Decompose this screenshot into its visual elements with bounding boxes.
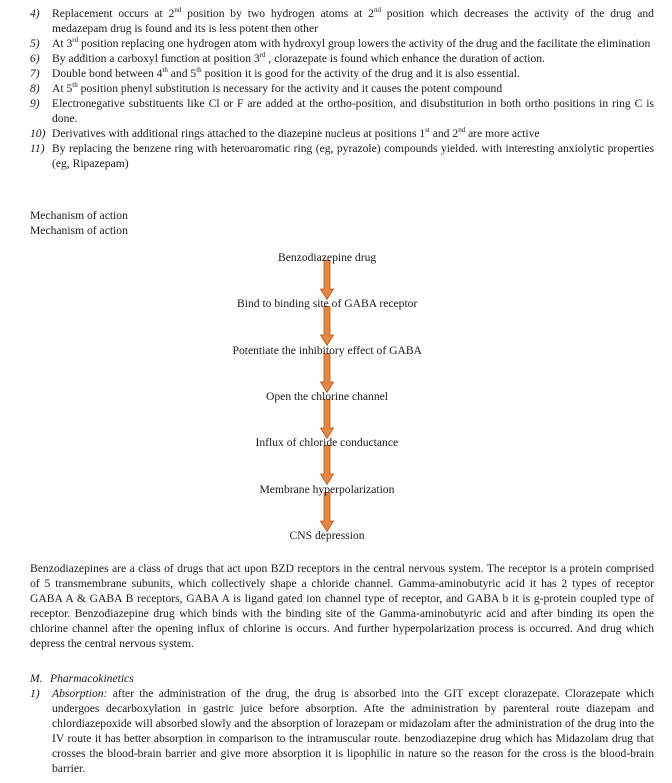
ordinal-suffix: rd xyxy=(259,51,266,60)
item-text: Electronegative substituents like Cl or F are added at the ortho-position, and disubstitution in both ortho positions in ring C is done. xyxy=(52,97,654,125)
ordinal-suffix: th xyxy=(162,66,168,75)
item-text: are more active xyxy=(465,127,540,140)
item-text: By addition a carboxyl function at position 3 xyxy=(52,52,260,65)
item-text: At 5 xyxy=(52,82,73,95)
flow-arrow-icon xyxy=(320,260,334,300)
section-title: Pharmacokinetics xyxy=(50,672,134,685)
section-heading xyxy=(30,671,654,686)
item-text: By replacing the benzene ring with heteroaromatic ring (eg, pyrazole) compounds yielded. with interesting anxiolytic properties (eg, Ripazepam) xyxy=(52,142,654,170)
list-item xyxy=(30,126,654,141)
ordinal-suffix: nd xyxy=(174,6,182,15)
list-number: 8) xyxy=(30,82,40,95)
ordinal-suffix: nd xyxy=(373,6,381,15)
sar-list xyxy=(30,6,654,171)
list-item xyxy=(30,686,654,776)
section-letter: M. xyxy=(30,672,43,685)
ordinal-suffix: th xyxy=(196,66,202,75)
list-item xyxy=(30,141,654,171)
mechanism-flowchart xyxy=(0,250,672,550)
item-text: At 3 xyxy=(52,37,73,50)
flow-step: Membrane hyperpolarization xyxy=(259,482,395,496)
item-label: Absorption: xyxy=(52,687,108,700)
list-number: 10) xyxy=(30,127,46,140)
ordinal-suffix: th xyxy=(72,81,78,90)
flow-arrow-icon xyxy=(320,399,334,439)
list-number: 6) xyxy=(30,52,40,65)
list-item xyxy=(30,51,654,66)
item-text: and 2 xyxy=(429,127,459,140)
item-text: Derivatives with additional rings attached to the diazepine nucleus at positions 1 xyxy=(52,127,426,140)
flow-step: Potentiate the inhibitory effect of GABA xyxy=(232,343,422,357)
flow-arrow-icon xyxy=(320,492,334,532)
item-text: position by two hydrogen atoms at 2 xyxy=(181,7,374,20)
flow-arrow-icon xyxy=(320,353,334,393)
ordinal-suffix: rd xyxy=(72,36,79,45)
item-text: position which decreases the activity of the drug and medazepam drug is found and its is less potent then other xyxy=(52,7,654,35)
flow-arrow-icon xyxy=(320,306,334,346)
item-text: position replacing one hydrogen atom with hydroxyl group lowers the activity of the drug and the facilitate the elimination xyxy=(78,37,651,50)
flow-step: CNS depression xyxy=(289,528,365,542)
item-text: position it is good for the activity of the drug and it is also essential. xyxy=(201,67,520,80)
list-number: 5) xyxy=(30,37,40,50)
flow-step: Benzodiazepine drug xyxy=(278,251,377,264)
list-number: 1) xyxy=(30,687,40,700)
list-number: 11) xyxy=(30,142,45,155)
list-number: 9) xyxy=(30,97,40,110)
list-item xyxy=(30,81,654,96)
item-text: Double bond between 4 xyxy=(52,67,163,80)
item-text: after the administration of the drug, the drug is absorbed into the GIT except clorazepate. Clorazepate which undergoes decarboxylation in gastric juice before absorption. Afte the administration by parenteral route diazepam and chlordiazepoxide will absorbed slowly and the absorption of lorazepam or midazolam after the administration of the drug into the IV route it has better absorption in comparison to the intramuscular route. benzodiazepine drug which has Midazolam drug that crosses the blood-brain barrier and give more absorption it is lipophilic in nature so the reason for the cross is the blood-brain barrier. xyxy=(52,687,654,775)
list-number: 7) xyxy=(30,67,40,80)
flow-step: Open the chlorine channel xyxy=(266,389,389,403)
mechanism-heading: Mechanism of action xyxy=(30,209,128,222)
flow-step: Influx of chloride conductance xyxy=(255,436,399,450)
ordinal-suffix: nd xyxy=(458,126,466,135)
ordinal-suffix: st xyxy=(425,126,430,135)
item-text: position phenyl substitution is necessary for the activity and it causes the potent compound xyxy=(77,82,503,95)
item-text: and 5 xyxy=(167,67,197,80)
flow-arrow-icon xyxy=(320,445,334,485)
flow-step: Bind to binding site of GABA receptor xyxy=(237,297,418,311)
mechanism-headings xyxy=(30,208,430,238)
list-item xyxy=(30,6,654,36)
item-text: Replacement occurs at 2 xyxy=(52,7,175,20)
list-number: 4) xyxy=(30,7,40,20)
item-text: , clorazepate is found which enhance the duration of action. xyxy=(265,52,545,65)
pharmacokinetics-section xyxy=(30,671,654,776)
list-item xyxy=(30,96,654,126)
body-paragraph: Benzodiazepines are a class of drugs that act upon BZD receptors in the central nervous system. The receptor is a protein comprised of 5 transmembrane subunits, which collectively shape a chloride channel. Gamma-aminobutyric acid it has 2 types of receptor GABA A & GABA B receptors, GABA A is ligand gated ion channel type of receptor, and GABA b it is g-protein coupled type of receptor. Benzodiazepine drug which binds with the binding site of the Gamma-aminobutyric acid and after binding its open the chlorine channel after the opening influx of chlorine is occurs. And further hyperpolarization process is occurred. And drug which depress the central nervous system. xyxy=(30,562,654,650)
list-item xyxy=(30,36,654,51)
mechanism-heading-repeat: Mechanism of action xyxy=(30,224,128,237)
list-item xyxy=(30,66,654,81)
